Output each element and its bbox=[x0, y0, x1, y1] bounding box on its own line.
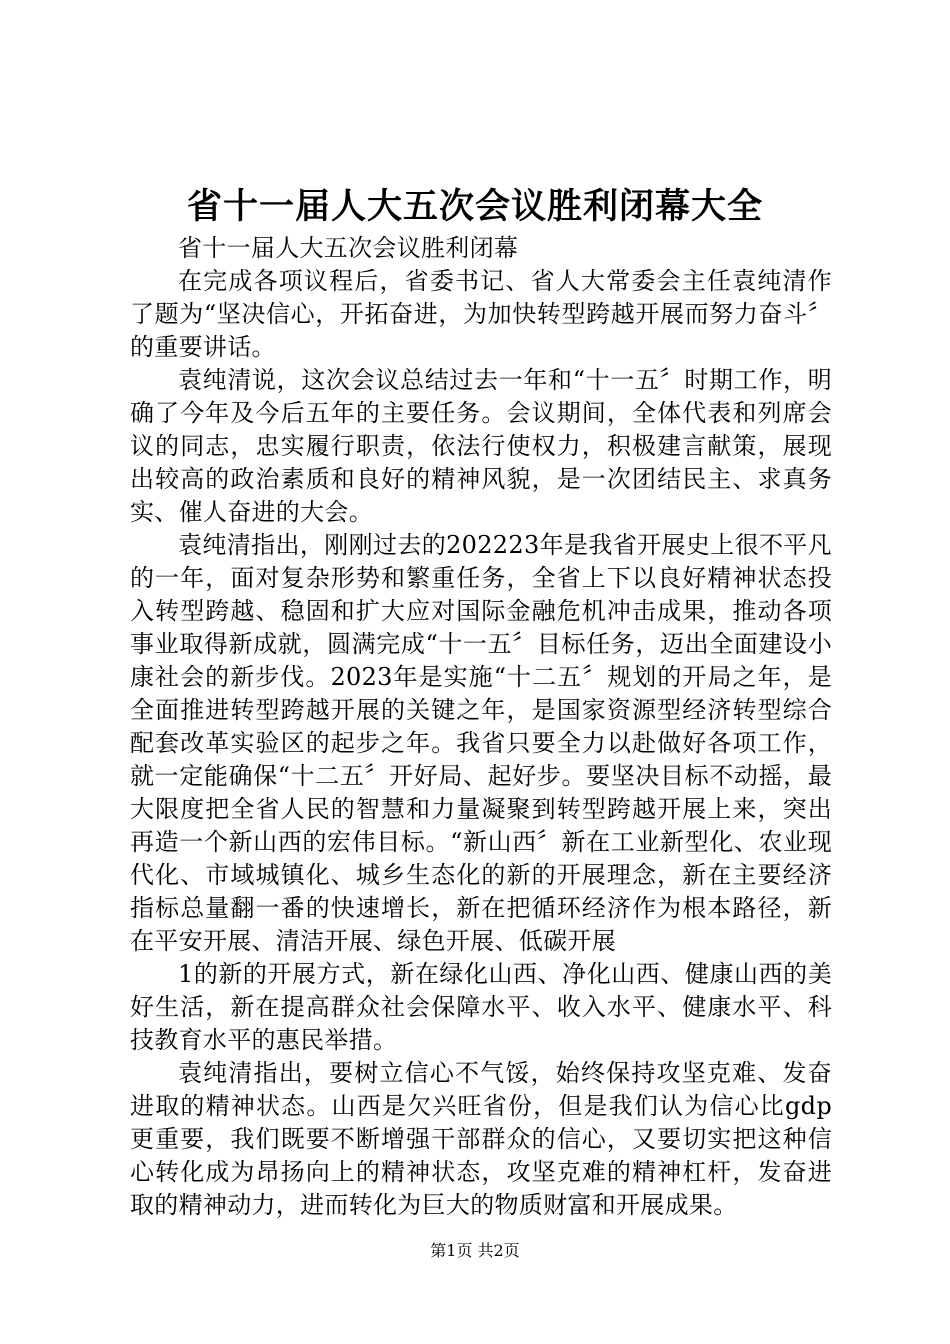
paragraph-subtitle: 省十一届人大五次会议胜利闭幕 bbox=[178, 234, 519, 262]
paragraph: 1的新的开展方式，新在绿化山西、净化山西、健康山西的美好生活，新在提高群众社会保障水平、收入水平、健康水平、科技教育水平的惠民举措。 bbox=[130, 960, 832, 1054]
paragraph: 袁纯清说，这次会议总结过去一年和“十一五〞时期工作，明确了今年及今后五年的主要任务。会议期间，全体代表和列席会议的同志，忠实履行职责，依法行使权力，积极建言献策，展现出较高的政治素质和良好的精神风貌，是一次团结民主、求真务实、催人奋进的大会。 bbox=[130, 366, 832, 526]
document-body bbox=[130, 232, 832, 1222]
paragraph: 袁纯清指出，要树立信心不气馁，始终保持攻坚克难、发奋进取的精神状态。山西是欠兴旺省份，但是我们认为信心比gdp更重要，我们既要不断增强干部群众的信心，又要切实把这种信心转化成为昂扬向上的精神状态，攻坚克难的精神杠杆，发奋进取的精神动力，进而转化为巨大的物质财富和开展成果。 bbox=[130, 1059, 832, 1219]
document-title: 省十一届人大五次会议胜利闭幕大全 bbox=[186, 186, 763, 227]
paragraph: 袁纯清指出，刚刚过去的202223年是我省开展史上很不平凡的一年，面对复杂形势和繁重任务，全省上下以良好精神状态投入转型跨越、稳固和扩大应对国际金融危机冲击成果，推动各项事业取得新成就，圆满完成“十一五〞目标任务，迈出全面建设小康社会的新步伐。2023年是实施“十二五〞规划的开局之年，是全面推进转型跨越开展的关键之年，是国家资源型经济转型综合配套改革实验区的起步之年。我省只要全力以赴做好各项工作，就一定能确保“十二五〞开好局、起好步。要坚决目标不动摇，最大限度把全省人民的智慧和力量凝聚到转型跨越开展上来，突出再造一个新山西的宏伟目标。“新山西〞新在工业新型化、农业现代化、市域城镇化、城乡生态化的新的开展理念，新在主要经济指标总量翻一番的快速增长，新在把循环经济作为根本路径，新在平安开展、清洁开展、绿色开展、低碳开展 bbox=[130, 531, 832, 955]
paragraph: 在完成各项议程后，省委书记、省人大常委会主任袁纯清作了题为“坚决信心，开拓奋进，为加快转型跨越开展而努力奋斗〞的重要讲话。 bbox=[130, 267, 832, 361]
page-number-footer: 第1页 共2页 bbox=[430, 1241, 520, 1260]
